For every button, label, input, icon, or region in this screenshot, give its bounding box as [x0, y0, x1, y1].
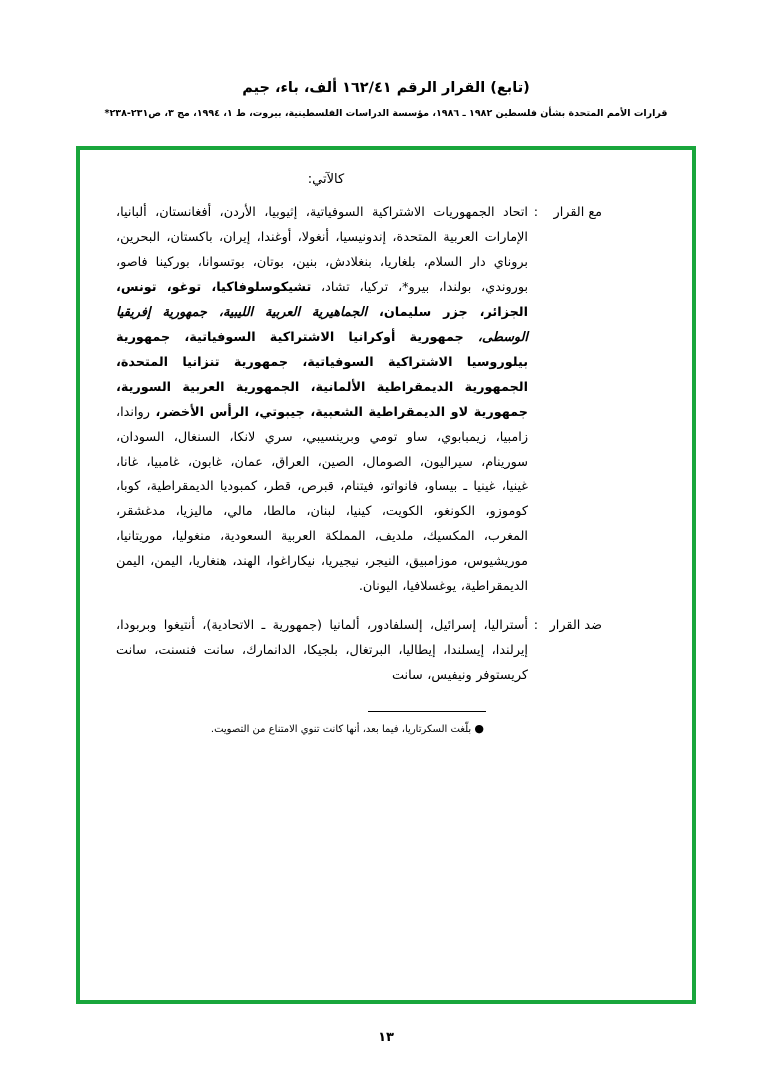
vote-against-colon: :	[533, 618, 538, 634]
page-number: ١٣	[378, 1030, 394, 1045]
lead-line: كالآتي:	[307, 172, 345, 187]
page-subtitle: قرارات الأمم المتحدة بشأن فلسطين ١٩٨٢ ـ ١٩٨٦، مؤسسة الدراسات الفلسطينية، بيروت، ط ١، ١٩٩٤، مج ٣، ص٢٣١-٢٣٨*	[104, 108, 668, 120]
vote-against-list	[116, 614, 528, 689]
vote-segment: رواندا، زامبيا، زيمبابوي، ساو تومي وبرينسيبي، سري لانكا، السنغال، السودان، سورينام، سيراليون، الصومال، الصين، العراق، عمان، غابون، غامبيا، غانا، غينيا، غينيا ـ بيساو، فانواتو، فيتنام، قبرص، قطر، كمبوديا الديمقراطية، كوبا، كوموزو، الكونغو، الكويت، كينيا، لبنان، مالطا، مالي، ماليزيا، مدغشقر، المغرب، المكسيك، ملديف، المملكة العربية السعودية، منغوليا، موريتانيا، موريشيوس، موزامبيق، النيجر، نيجيريا، نيكاراغوا، الهند، هنغاريا، اليمن، اليمن الديمقراطية، يوغسلافيا، اليونان.	[116, 404, 528, 595]
footnote	[116, 720, 656, 738]
content-body	[116, 172, 656, 984]
block-spacer	[116, 604, 656, 614]
footnote-divider	[368, 711, 486, 712]
vote-segment: اتحاد الجمهوريات الاشتراكية السوفياتية، إثيوبيا، الأردن، أفغانستان، ألبانيا، الإمارات العربية المتحدة، إندونيسيا، أنغولا، أوغندا، إيران، باكستان، البحرين، بروناي دار السلام، بلغاريا، بنغلادش، بنين، بوتان، بوتسوانا، بوركينا فاصو، بوروندي، بولندا، بيرو*، تركيا، تشاد،	[116, 205, 529, 295]
vote-in-favor-colon: :	[533, 205, 538, 220]
footnote-text: بلّغت السكرتاريا، فيما بعد، أنها كانت تنوي الامتناع من التصويت.	[210, 724, 472, 736]
vote-in-favor-label: مع القرار	[553, 205, 602, 220]
vote-segment: الجماهيرية العربية الليبية، جمهورية إفريقيا الوسطى،	[116, 304, 528, 345]
vote-segment: أسترالیا، إسرائيل، إلسلفادور، ألمانيا (جمهورية ـ الاتحادية)، أنتيغوا وبربودا، إيرلندا، إيسلندا، إيطاليا، البرتغال، بلجيكا، الدانمارك، سانت فنسنت، سانت كريستوفر ونيفيس، سانت	[116, 618, 528, 684]
vote-in-favor-block	[116, 201, 656, 600]
vote-segment: جمهورية أوكرانيا الاشتراكية السوفياتية، جمهورية بيلوروسيا الاشتراكية السوفياتية، جمهورية تنزانيا المتحدة، الجمهورية الديمقراطية الألمانية، الجمهورية العربية السورية، جمهورية لاو الديمقراطية الشعبية، جيبوتي، الرأس الأخضر،	[116, 329, 528, 420]
page-title: (تابع) القرار الرقم ١٦٢/٤١ ألف، باء، جيم	[242, 80, 530, 96]
vote-in-favor-list	[116, 201, 528, 600]
footnote-marker: ●	[474, 722, 484, 736]
vote-against-block	[116, 614, 656, 689]
page-header	[0, 0, 772, 122]
vote-against-label: ضد القرار	[549, 618, 602, 634]
vote-segment: تشيكوسلوفاكيا، توغو، تونس، الجزائر، جزر سليمان،	[116, 279, 528, 320]
content-frame	[76, 146, 696, 1004]
